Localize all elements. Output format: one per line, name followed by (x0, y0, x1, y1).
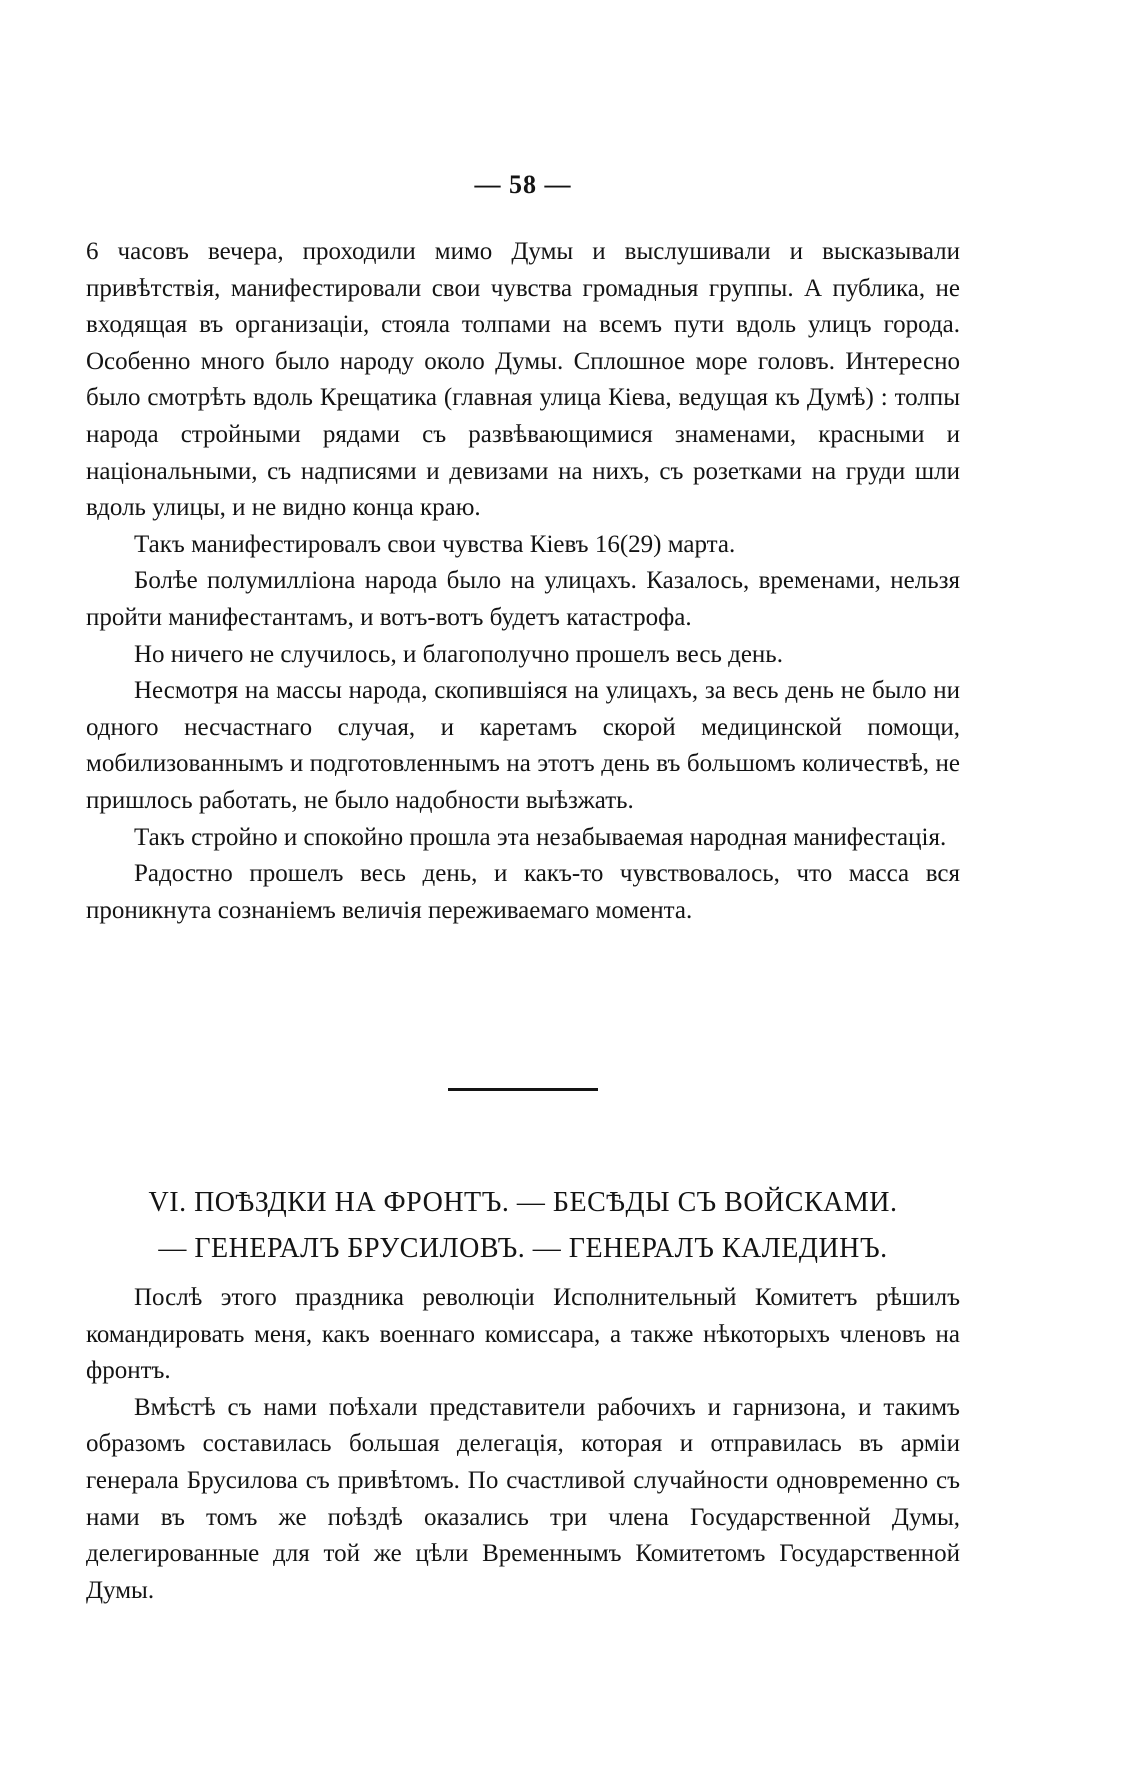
body-text-section-1 (86, 234, 960, 929)
page-number: — 58 — (474, 170, 572, 199)
chapter-heading-line-2: — ГЕНЕРАЛЪ БРУСИЛОВЪ. — ГЕНЕРАЛЪ КАЛЕДИНЪ. (158, 1233, 888, 1264)
paragraph: Радостно прошелъ весь день, и какъ-то чувствовалось, что масса вся проникнута сознаніемъ величія переживаемаго момента. (86, 860, 960, 924)
chapter-heading (86, 1180, 960, 1272)
chapter-heading-line-1: VI. ПОѢЗДКИ НА ФРОНТЪ. — БЕСѢДЫ СЪ ВОЙСКАМИ. (148, 1187, 898, 1218)
paragraph: Послѣ этого праздника революціи Исполнительный Комитетъ рѣшилъ командировать меня, какъ военнаго комиссара, а также нѣкоторыхъ членовъ на фронтъ. (86, 1284, 960, 1385)
paragraph: Но ничего не случилось, и благополучно прошелъ весь день. (134, 640, 783, 668)
paragraph: Вмѣстѣ съ нами поѣхали представители рабочихъ и гарнизона, и такимъ образомъ составилась большая делегація, которая и отправилась въ арміи генерала Брусилова съ привѣтомъ. По счастливой случайности одновременно съ нами въ томъ же поѣздѣ оказались три члена Государственной Думы, делегированные для той же цѣли Временнымъ Комитетомъ Государственной Думы. (86, 1393, 960, 1604)
paragraph: Болѣе полумилліона народа было на улицахъ. Казалось, временами, нельзя пройти манифестантамъ, и вотъ-вотъ будетъ катастрофа. (86, 567, 960, 631)
paragraph: Такъ стройно и спокойно прошла эта незабываемая народная манифестація. (134, 823, 947, 851)
body-text-section-2 (86, 1280, 960, 1609)
paragraph-continuation: 6 часовъ вечера, проходили мимо Думы и выслушивали и высказывали привѣтствія, манифестировали свои чувства громадныя группы. А публика, не входящая въ организаціи, стояла толпами на всемъ пути вдоль улицъ города. Особенно много было народу около Думы. Сплошное море головъ. Интересно было смотрѣть вдоль Крещатика (главная улица Кіева, ведущая къ Думѣ) : толпы народа стройными рядами съ развѣвающимися знаменами, красными и національными, съ надписями и девизами на нихъ, съ розетками на груди шли вдоль улицы, и не видно конца краю. (86, 238, 960, 522)
section-divider (448, 1088, 598, 1091)
paragraph: Несмотря на массы народа, скопившіяся на улицахъ, за весь день не было ни одного несчастнаго случая, и каретамъ скорой медицинской помощи, мобилизованнымъ и подготовленнымъ на этотъ день въ большомъ количествѣ, не пришлось работать, не было надобности выѣзжать. (86, 677, 960, 814)
paragraph: Такъ манифестировалъ свои чувства Кіевъ 16(29) марта. (134, 530, 736, 558)
